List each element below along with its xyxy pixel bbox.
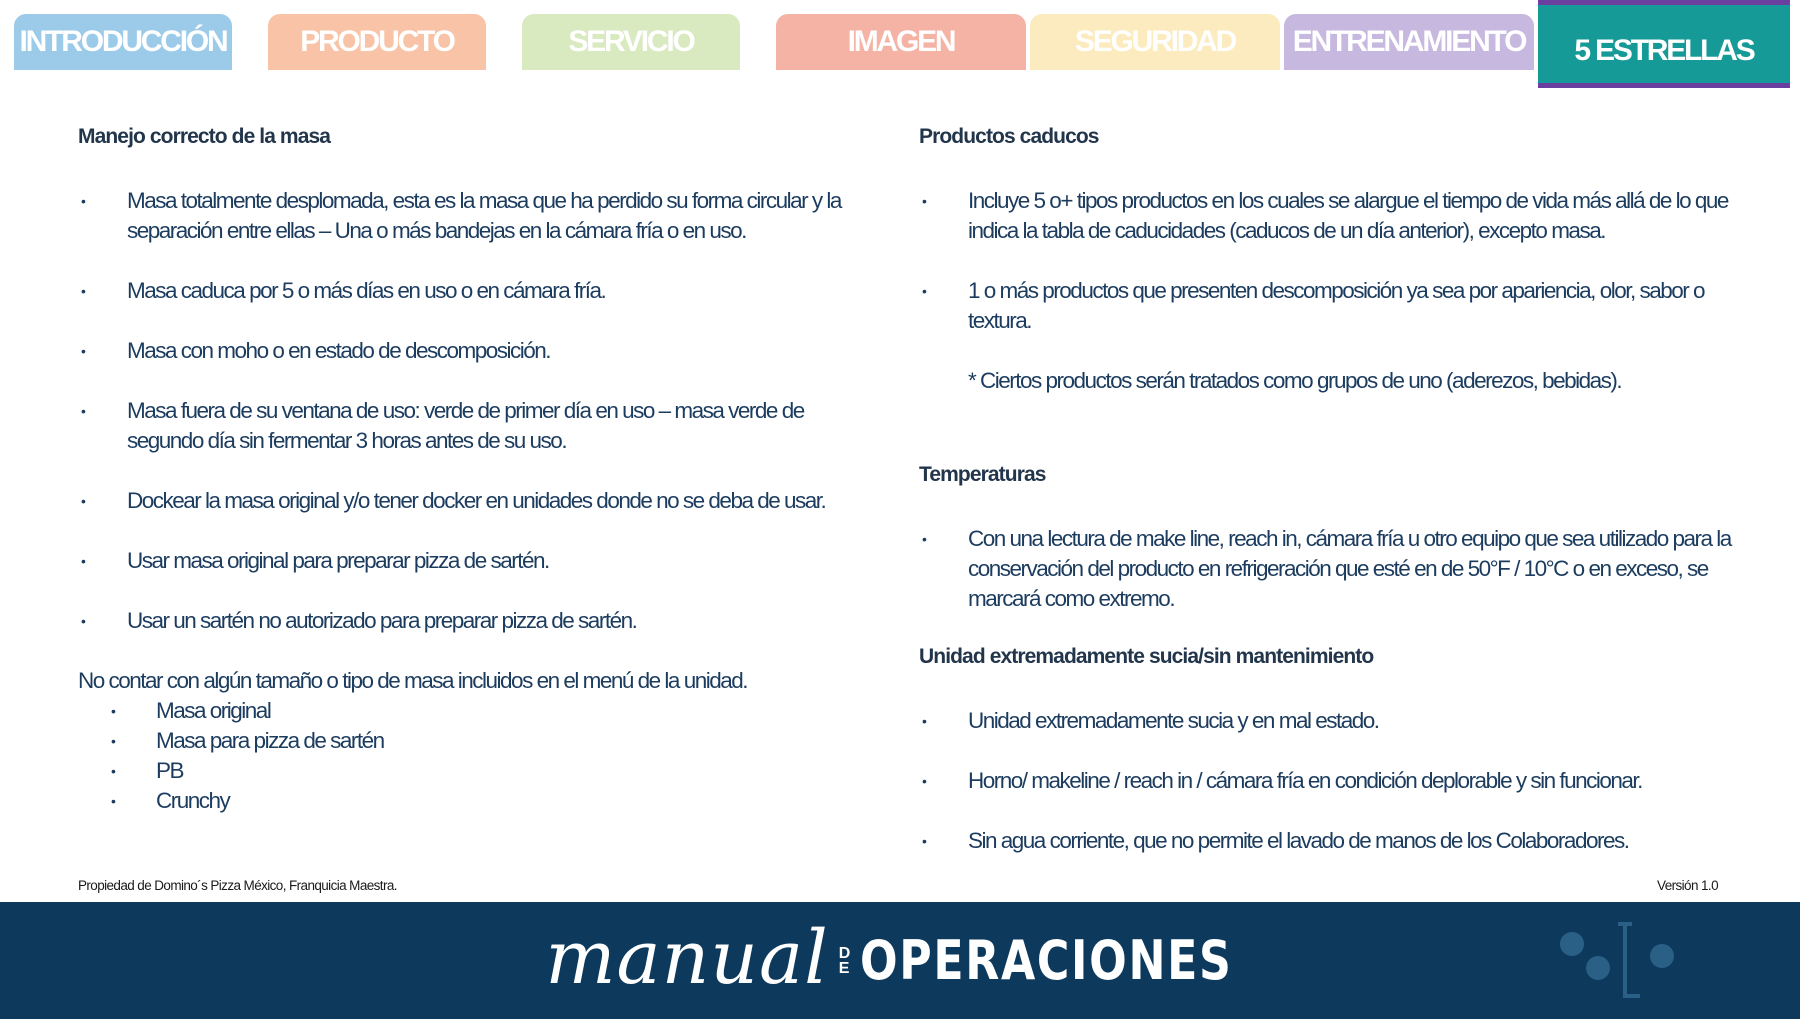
section-tabs bbox=[14, 14, 1786, 76]
menu-item: • Masa para pizza de sartén bbox=[78, 726, 868, 756]
footer-banner bbox=[0, 902, 1800, 1019]
list-item: • Usar masa original para preparar pizza de sartén. bbox=[78, 546, 868, 576]
active-tab-indicator bbox=[1538, 83, 1790, 88]
list-item: • 1 o más productos que presenten descomposición ya sea por apariencia, olor, sabor o textura. bbox=[919, 276, 1739, 336]
manual-word: manual bbox=[545, 914, 829, 1001]
de-letter-d: D bbox=[838, 944, 851, 962]
operaciones-word: OPERACIONES bbox=[860, 928, 1233, 992]
list-item: • Dockear la masa original y/o tener docker en unidades donde no se deba de usar. bbox=[78, 486, 868, 516]
heading-temperaturas: Temperaturas bbox=[919, 463, 1046, 486]
list-item: • Unidad extremadamente sucia y en mal estado. bbox=[919, 706, 1739, 736]
list-item: • Masa fuera de su ventana de uso: verde de primer día en uso – masa verde de segundo día sin fermentar 3 horas antes de su uso. bbox=[78, 396, 868, 456]
left-column bbox=[78, 120, 868, 816]
tab-entrenamiento[interactable]: ENTRENAMIENTO bbox=[1284, 14, 1534, 70]
menu-intro-text: No contar con algún tamaño o tipo de masa incluidos en el menú de la unidad. bbox=[78, 668, 748, 693]
heading-manejo-masa: Manejo correcto de la masa bbox=[78, 125, 331, 148]
tab-imagen[interactable]: IMAGEN bbox=[776, 14, 1026, 70]
list-item: • Incluye 5 o+ tipos productos en los cuales se alargue el tiempo de vida más allá de lo que indica la tabla de caducidades (caducos de un día anterior), excepto masa. bbox=[919, 186, 1739, 246]
tab-servicio[interactable]: SERVICIO bbox=[522, 14, 740, 70]
list-item: • Masa con moho o en estado de descomposición. bbox=[78, 336, 868, 366]
tab-introduccion[interactable]: INTRODUCCIÓN bbox=[14, 14, 232, 70]
menu-item: • PB bbox=[78, 756, 868, 786]
dominos-dots-logo-icon bbox=[1556, 916, 1676, 1004]
de-word bbox=[839, 946, 851, 976]
tab-producto[interactable]: PRODUCTO bbox=[268, 14, 486, 70]
list-item: • Masa totalmente desplomada, esta es la masa que ha perdido su forma circular y la separación entre ellas – Una o más bandejas en la cámara fría o en uso. bbox=[78, 186, 868, 246]
list-item: • Horno/ makeline / reach in / cámara fría en condición deplorable y sin funcionar. bbox=[919, 766, 1739, 796]
list-item: • Sin agua corriente, que no permite el lavado de manos de los Colaboradores. bbox=[919, 826, 1739, 856]
heading-productos-caducos: Productos caducos bbox=[919, 125, 1099, 148]
note-text: * Ciertos productos serán tratados como grupos de uno (aderezos, bebidas). bbox=[968, 368, 1622, 393]
tab-5-estrellas[interactable] bbox=[1538, 0, 1790, 88]
tab-seguridad[interactable]: SEGURIDAD bbox=[1030, 14, 1280, 70]
list-item: • Usar un sartén no autorizado para preparar pizza de sartén. bbox=[78, 606, 868, 636]
manual-operaciones-logo bbox=[0, 902, 1800, 1019]
menu-item: • Masa original bbox=[78, 696, 868, 726]
tab-5-estrellas-label: 5 ESTRELLAS bbox=[1574, 34, 1754, 67]
list-item: • Con una lectura de make line, reach in, cámara fría u otro equipo que sea utilizado para la conservación del producto en refrigeración que esté en de 50°F / 10°C o en exceso, se marcará como extremo. bbox=[919, 524, 1739, 614]
footer-property-text: Propiedad de Domino´s Pizza México, Franquicia Maestra. bbox=[78, 878, 397, 893]
footer-version-text: Versión 1.0 bbox=[1657, 878, 1718, 893]
list-item: • Masa caduca por 5 o más días en uso o en cámara fría. bbox=[78, 276, 868, 306]
menu-item: • Crunchy bbox=[78, 786, 868, 816]
right-column bbox=[919, 120, 1739, 856]
heading-unidad-sucia: Unidad extremadamente sucia/sin mantenimiento bbox=[919, 645, 1374, 668]
de-letter-e: E bbox=[838, 959, 850, 977]
